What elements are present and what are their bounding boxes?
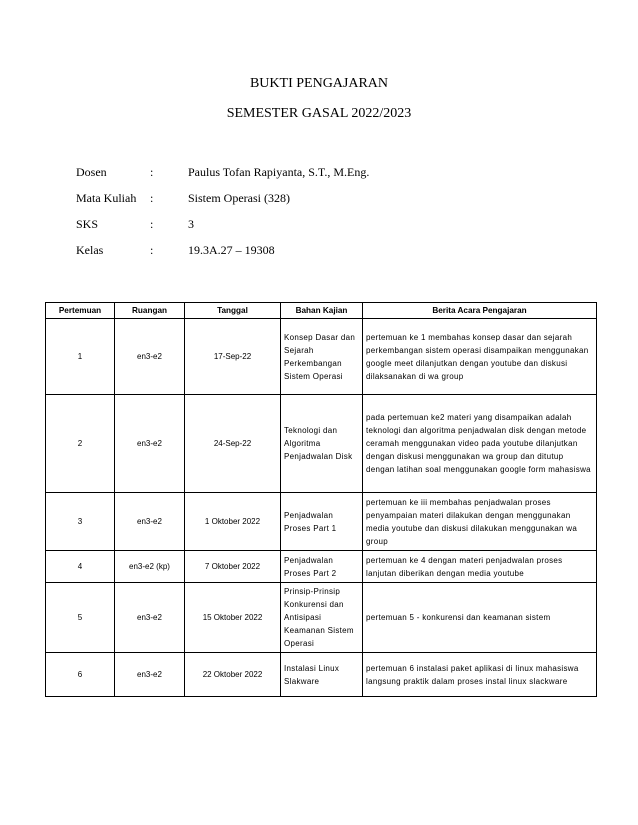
- info-value: 3: [188, 217, 194, 231]
- cell-pertemuan: 4: [46, 551, 115, 583]
- cell-tanggal: 24-Sep-22: [185, 395, 281, 493]
- cell-pertemuan: 6: [46, 653, 115, 697]
- document-subtitle: SEMESTER GASAL 2022/2023: [226, 106, 412, 121]
- header-pertemuan: Pertemuan: [46, 303, 115, 319]
- info-label: SKS: [76, 217, 99, 231]
- info-colon: :: [150, 165, 154, 179]
- header-ruangan: Ruangan: [115, 303, 185, 319]
- cell-bahan-kajian: Penjadwalan Proses Part 1: [281, 493, 363, 551]
- course-info: [76, 164, 369, 268]
- cell-tanggal: 7 Oktober 2022: [185, 551, 281, 583]
- table-row: [46, 583, 597, 653]
- header-berita-acara: Berita Acara Pengajaran: [363, 303, 597, 319]
- info-row-kelas: [76, 242, 369, 268]
- cell-tanggal: 1 Oktober 2022: [185, 493, 281, 551]
- cell-tanggal: 17-Sep-22: [185, 319, 281, 395]
- table-row: [46, 395, 597, 493]
- table-row: [46, 653, 597, 697]
- cell-berita-acara: pertemuan 5 - konkurensi dan keamanan sistem: [363, 583, 597, 653]
- info-value: 19.3A.27 – 19308: [188, 243, 275, 257]
- cell-tanggal: 15 Oktober 2022: [185, 583, 281, 653]
- header-tanggal: Tanggal: [185, 303, 281, 319]
- table-row: [46, 551, 597, 583]
- cell-berita-acara: pada pertemuan ke2 materi yang disampaikan adalah teknologi dan algoritma penjadwalan disk dengan metode ceramah menggunakan video pada youtube dilanjutkan dengan diskusi menggunakan wa group dan ditutup dengan latihan soal menggunakan google form mahasiswa: [363, 395, 597, 493]
- info-colon: :: [150, 243, 154, 257]
- info-label: Kelas: [76, 243, 104, 257]
- info-colon: :: [150, 191, 154, 205]
- table-row: [46, 493, 597, 551]
- cell-pertemuan: 5: [46, 583, 115, 653]
- cell-berita-acara: pertemuan ke 1 membahas konsep dasar dan sejarah perkembangan sistem operasi disampaikan menggunakan google meet dilanjutkan dengan youtube dan diskusi dilaksanakan di wa group: [363, 319, 597, 395]
- cell-berita-acara: pertemuan 6 instalasi paket aplikasi di linux mahasiswa langsung praktik dalam proses instal linux slackware: [363, 653, 597, 697]
- cell-pertemuan: 2: [46, 395, 115, 493]
- info-colon: :: [150, 217, 154, 231]
- cell-bahan-kajian: Instalasi Linux Slakware: [281, 653, 363, 697]
- cell-bahan-kajian: Prinsip-Prinsip Konkurensi dan Antisipasi Keamanan Sistem Operasi: [281, 583, 363, 653]
- cell-ruangan: en3-e2: [115, 395, 185, 493]
- cell-ruangan: en3-e2: [115, 583, 185, 653]
- cell-ruangan: en3-e2: [115, 653, 185, 697]
- cell-tanggal: 22 Oktober 2022: [185, 653, 281, 697]
- info-value: Paulus Tofan Rapiyanta, S.T., M.Eng.: [188, 165, 370, 179]
- info-value: Sistem Operasi (328): [188, 191, 290, 205]
- table-row: [46, 319, 597, 395]
- info-label: Dosen: [76, 165, 107, 179]
- teaching-log-table: [45, 302, 597, 697]
- cell-ruangan: en3-e2 (kp): [115, 551, 185, 583]
- cell-pertemuan: 1: [46, 319, 115, 395]
- info-label: Mata Kuliah: [76, 191, 137, 205]
- cell-bahan-kajian: Penjadwalan Proses Part 2: [281, 551, 363, 583]
- header-bahan-kajian: Bahan Kajian: [281, 303, 363, 319]
- cell-bahan-kajian: Konsep Dasar dan Sejarah Perkembangan Sistem Operasi: [281, 319, 363, 395]
- cell-pertemuan: 3: [46, 493, 115, 551]
- cell-berita-acara: pertemuan ke iii membahas penjadwalan proses penyampaian materi dilakukan dengan menggunakan media youtube dan diskusi dilakukan menggunakan wa group: [363, 493, 597, 551]
- info-row-sks: [76, 216, 369, 242]
- cell-berita-acara: pertemuan ke 4 dengan materi penjadwalan proses lanjutan diberikan dengan media youtube: [363, 551, 597, 583]
- cell-ruangan: en3-e2: [115, 493, 185, 551]
- document-title: BUKTI PENGAJARAN: [249, 76, 389, 91]
- info-row-dosen: [76, 164, 369, 190]
- cell-ruangan: en3-e2: [115, 319, 185, 395]
- info-row-mata-kuliah: [76, 190, 369, 216]
- cell-bahan-kajian: Teknologi dan Algoritma Penjadwalan Disk: [281, 395, 363, 493]
- table-header-row: [46, 303, 597, 319]
